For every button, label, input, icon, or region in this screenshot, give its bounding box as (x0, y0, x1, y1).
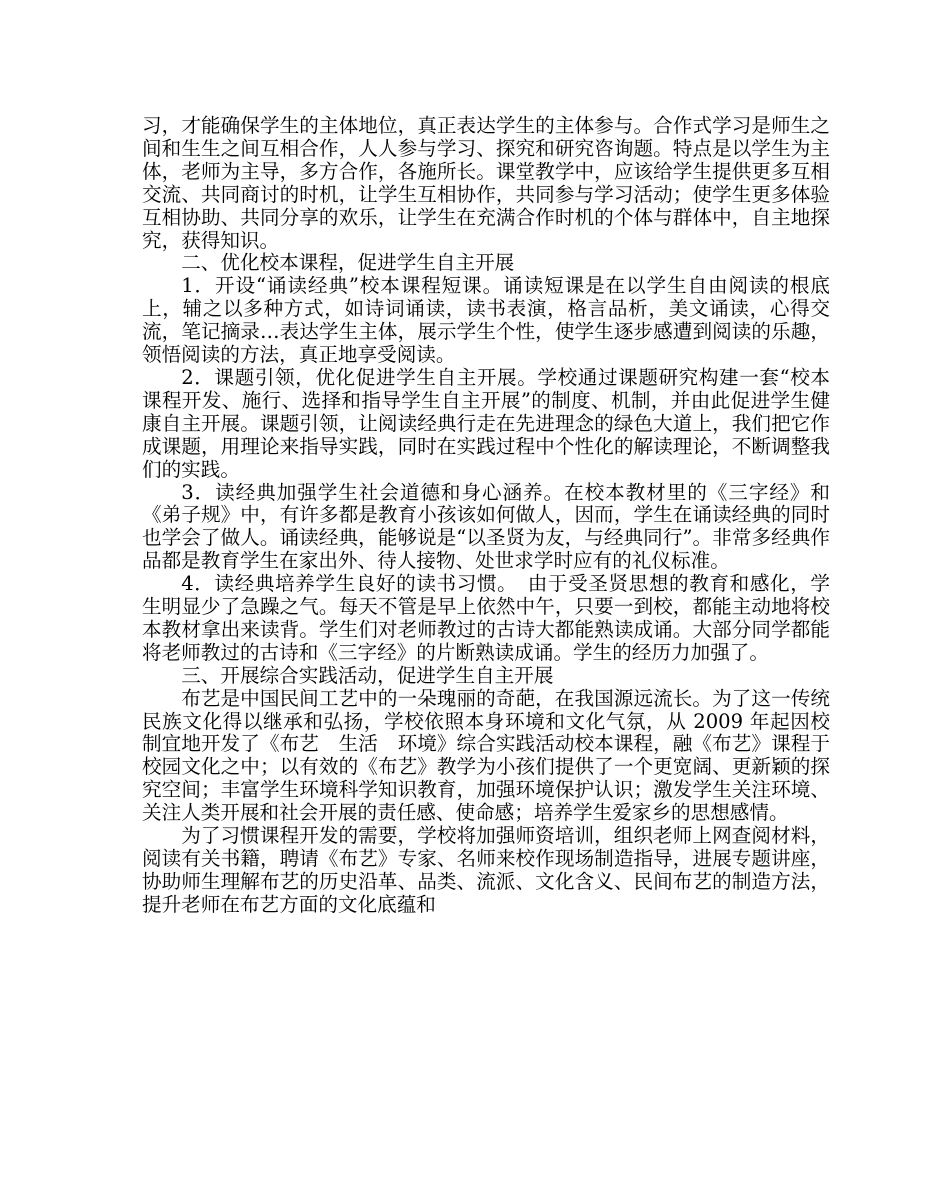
paragraph-item-4: 4．读经典培养学生良好的读书习惯。 由于受圣贤思想的教育和感化，学生明显少了急躁之气。每天不管是早上依然中午，只要一到校，都能主动地将校本教材拿出来读背。学生们对老师教过的古诗大都能熟读成诵。大部分同学都能将老师教过的古诗和《三字经》的片断熟读成诵。学生的经历力加强了。 (142, 572, 830, 664)
paragraph-item-2: 2．课题引领，优化促进学生自主开展。学校通过课题研究构建一套“校本课程开发、施行、选择和指导学生自主开展”的制度、机制，并由此促进学生健康自主开展。课题引领，让阅读经典行走在先进理念的绿色大道上，我们把它作成课题，用理论来指导实践，同时在实践过程中个性化的解读理论，不断调整我们的实践。 (142, 365, 830, 481)
paragraph-item-1: 1．开设“诵读经典”校本课程短课。诵读短课是在以学生自由阅读的根底上，辅之以多种方式，如诗词诵读，读书表演，格言品析，美文诵读，心得交流，笔记摘录…表达学生主体，展示学生个性，使学生逐步感遭到阅读的乐趣，领悟阅读的方法，真正地享受阅读。 (142, 274, 830, 367)
paragraph-item-3: 3．读经典加强学生社会道德和身心涵养。在校本教材里的《三字经》和《弟子规》中，有许多都是教育小孩该如何做人，因而，学生在诵读经典的同时也学会了做人。诵读经典，能够说是“以圣贤为友，与经典同行”。非常多经典作品都是教育学生在家出外、待人接物、处世求学时应有的礼仪标准。 (142, 480, 830, 573)
section-heading-2: 二、优化校本课程，促进学生自主开展 (181, 251, 515, 275)
paragraph-continued: 习，才能确保学生的主体地位，真正表达学生的主体参与。合作式学习是师生之间和生生之间互相合作，人人参与学习、探究和研究咨询题。特点是以学生为主体，老师为主导，多方合作，各施所长。课堂教学中，应该给学生提供更多互相交流、共同商讨的时机，让学生互相协作，共同参与学习活动；使学生更多体验互相协助、共同分享的欢乐，让学生在充满合作时机的个体与群体中，自主地探究，获得知识。 (142, 114, 830, 252)
document-page (142, 115, 830, 917)
paragraph-fabric-art: 布艺是中国民间工艺中的一朵瑰丽的奇葩，在我国源远流长。为了这一传统民族文化得以继承和弘扬，学校依照本身环境和文化气氛，从 2009 年起因校制宜地开发了《布艺 生活 环境》综合实践活动校本课程，融《布艺》课程于校园文化之中；以有效的《布艺》教学为小孩们提供了一个更宽阔、更新颖的探究空间；丰富学生环境科学知识教育，加强环境保护认识；激发学生关注环境、关注人类开展和社会开展的责任感、使命感；培养学生爱家乡的思想感情。 (142, 686, 830, 825)
section-heading-3: 三、开展综合实践活动，促进学生自主开展 (181, 663, 554, 687)
paragraph-teacher-training: 为了习惯课程开发的需要，学校将加强师资培训，组织老师上网查阅材料，阅读有关书籍，聘请《布艺》专家、名师来校作现场制造指导，进展专题讲座，协助师生理解布艺的历史沿革、品类、流派、文化含义、民间布艺的制造方法，提升老师在布艺方面的文化底蕴和 (142, 824, 830, 916)
